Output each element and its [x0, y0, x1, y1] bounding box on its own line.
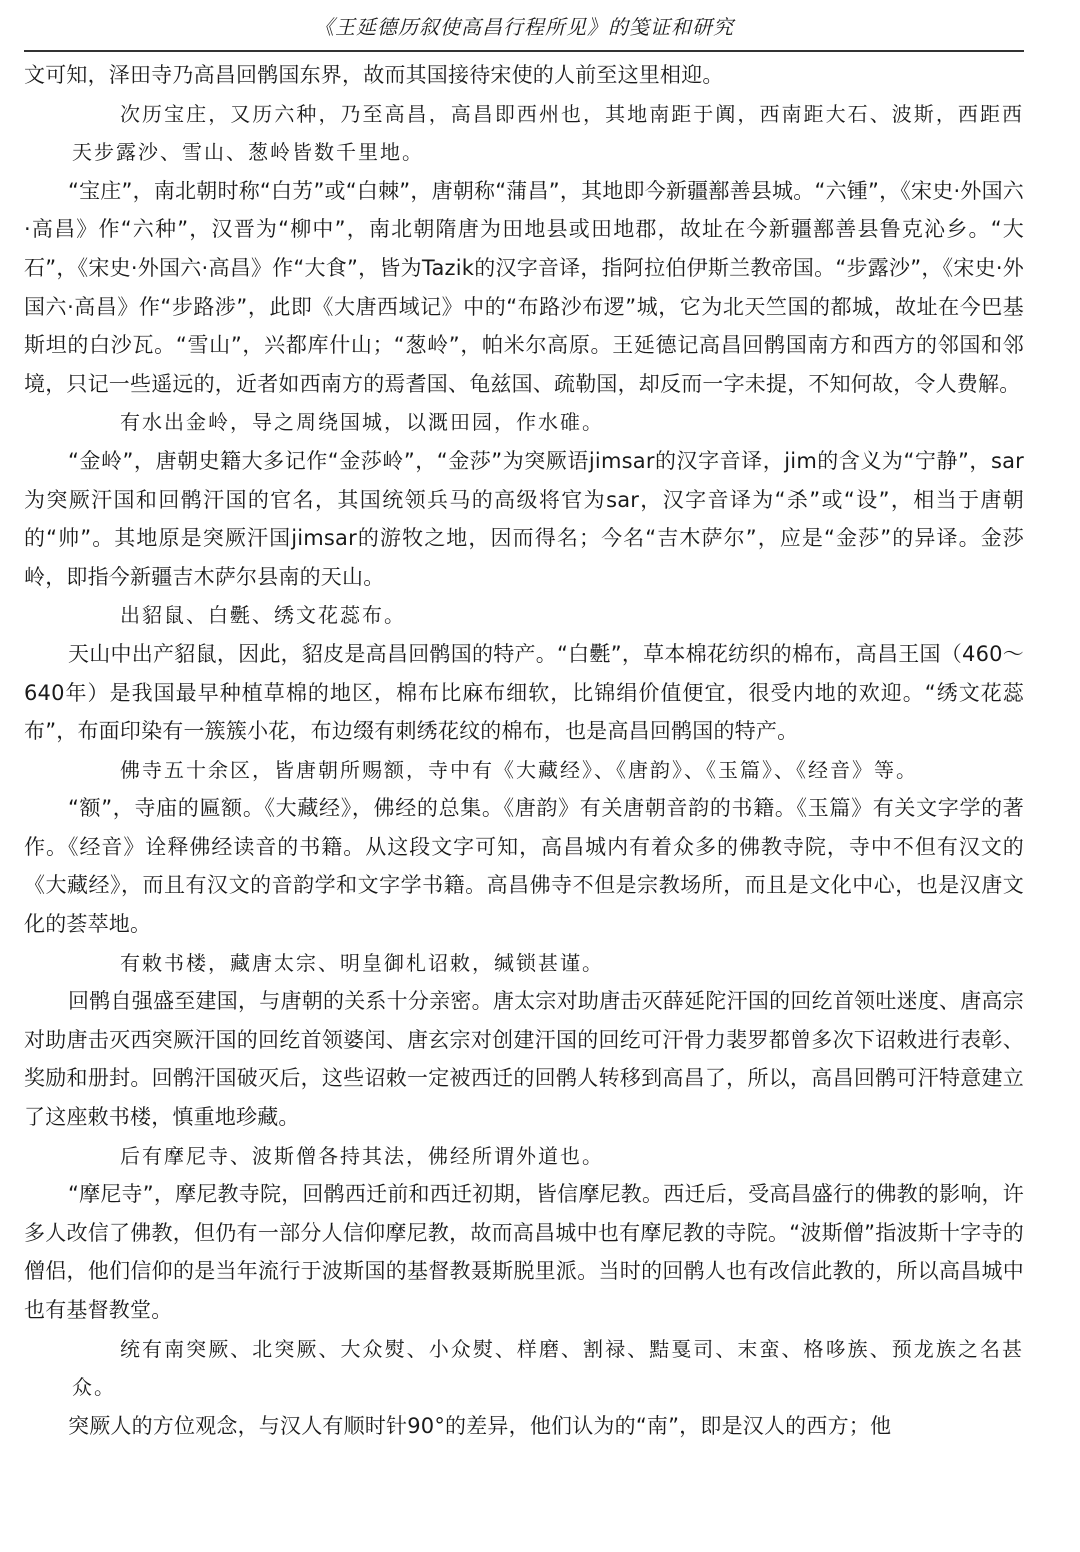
paragraph-0: 文可知，泽田寺乃高昌回鹘国东界，故而其国接待宋使的人前至这里相迎。: [24, 63, 724, 87]
header-rule: [24, 50, 1024, 52]
running-header: 《王延德历叙使高昌行程所见》的笺证和研究: [314, 14, 734, 39]
quoted-passage-7: 佛寺五十余区，皆唐朝所赐额，寺中有《大藏经》、《唐韵》、《玉篇》、《经音》等。: [120, 757, 918, 782]
paragraph-2: “宝庄”，南北朝时称“白艻”或“白棘”，唐朝称“蒲昌”，其地即今新疆鄯善县城。“六锺”，《宋史·外国六·高昌》作“六种”，汉晋为“柳中”，南北朝隋唐为田地县或田地郡，故址在今新疆鄯善县鲁克沁乡。“大石”，《宋史·外国六·高昌》作“大食”，皆为Tazik的汉字音译，指阿拉伯伊斯兰教帝国。“步露沙”，《宋史·外国六·高昌》作“步路涉”，此即《大唐西域记》中的“布路沙布逻”城，它为北天竺国的都城，故址在今巴基斯坦的白沙瓦。“雪山”，兴都库什山；“葱岭”，帕米尔高原。王延德记高昌回鹘国南方和西方的邻国和邻境，只记一些遥远的，近者如西南方的焉耆国、龟兹国、疏勒国，却反而一字未提，不知何故，令人费解。: [24, 178, 1024, 396]
paragraph-4: “金岭”，唐朝史籍大多记作“金莎岭”，“金莎”为突厥语jimsar的汉字音译，jim的含义为“宁静”，sar为突厥汗国和回鹘汗国的官名，其国统领兵马的高级将官为sar，汉字音译为“杀”或“设”，相当于唐朝的“帅”。其地原是突厥汗国jimsar的游牧之地，因而得名；今名“吉木萨尔”，应是“金莎”的异译。金莎岭，即指今新疆吉木萨尔县南的天山。: [24, 448, 1024, 589]
quoted-passage-5: 出貂鼠、白氎、绣文花蕊布。: [120, 603, 406, 628]
body-text: [24, 56, 1024, 1445]
quoted-passage-9: 有敕书楼，藏唐太宗、明皇御札诏敕，缄锁甚谨。: [120, 950, 604, 975]
paragraph-12: “摩尼寺”，摩尼教寺院，回鹘西迁前和西迁初期，皆信摩尼教。西迁后，受高昌盛行的佛教的影响，许多人改信了佛教，但仍有一部分人信仰摩尼教，故而高昌城中也有摩尼教的寺院。“波斯僧”指波斯十字寺的僧侣，他们信仰的是当年流行于波斯国的基督教聂斯脱里派。当时的回鹘人也有改信此教的，所以高昌城中也有基督教堂。: [24, 1182, 1024, 1322]
quoted-passage-11: 后有摩尼寺、波斯僧各持其法，佛经所谓外道也。: [120, 1143, 604, 1168]
quoted-passage-3: 有水出金岭，导之周绕国城，以溉田园，作水碓。: [120, 410, 604, 435]
document-page: [24, 0, 1024, 1445]
quoted-passage-1: 次历宝庄，又历六种，乃至高昌，高昌即西州也，其地南距于阗，西南距大石、波斯，西距西天步露沙、雪山、葱岭皆数千里地。: [72, 101, 1024, 165]
paragraph-8: “额”，寺庙的匾额。《大藏经》，佛经的总集。《唐韵》有关唐朝音韵的书籍。《玉篇》有关文字学的著作。《经音》诠释佛经读音的书籍。从这段文字可知，高昌城内有着众多的佛教寺院，寺中不但有汉文的《大藏经》，而且有汉文的音韵学和文字学书籍。高昌佛寺不但是宗教场所，而且是文化中心，也是汉唐文化的荟萃地。: [24, 796, 1024, 937]
quoted-passage-13: 统有南突厥、北突厥、大众熨、小众熨、样磨、割禄、黠戛司、末蛮、格哆族、预龙族之名甚众。: [72, 1336, 1024, 1400]
paragraph-10: 回鹘自强盛至建国，与唐朝的关系十分亲密。唐太宗对助唐击灭薛延陀汗国的回纥首领吐迷度、唐高宗对助唐击灭西突厥汗国的回纥首领婆闰、唐玄宗对创建汗国的回纥可汗骨力裴罗都曾多次下诏敕进行表彰、奖励和册封。回鹘汗国破灭后，这些诏敕一定被西迁的回鹘人转移到高昌了，所以，高昌回鹘可汗特意建立了这座敕书楼，慎重地珍藏。: [24, 989, 1024, 1130]
paragraph-6: 天山中出产貂鼠，因此，貂皮是高昌回鹘国的特产。“白氎”，草本棉花纺织的棉布，高昌王国（460～640年）是我国最早种植草棉的地区，棉布比麻布细软，比锦绢价值便宜，很受内地的欢迎。“绣文花蕊布”，布面印染有一簇簇小花，布边缀有刺绣花纹的棉布，也是高昌回鹘国的特产。: [24, 641, 1024, 744]
paragraph-14: 突厥人的方位观念，与汉人有顺时针90°的差异，他们认为的“南”，即是汉人的西方；他: [68, 1413, 892, 1438]
